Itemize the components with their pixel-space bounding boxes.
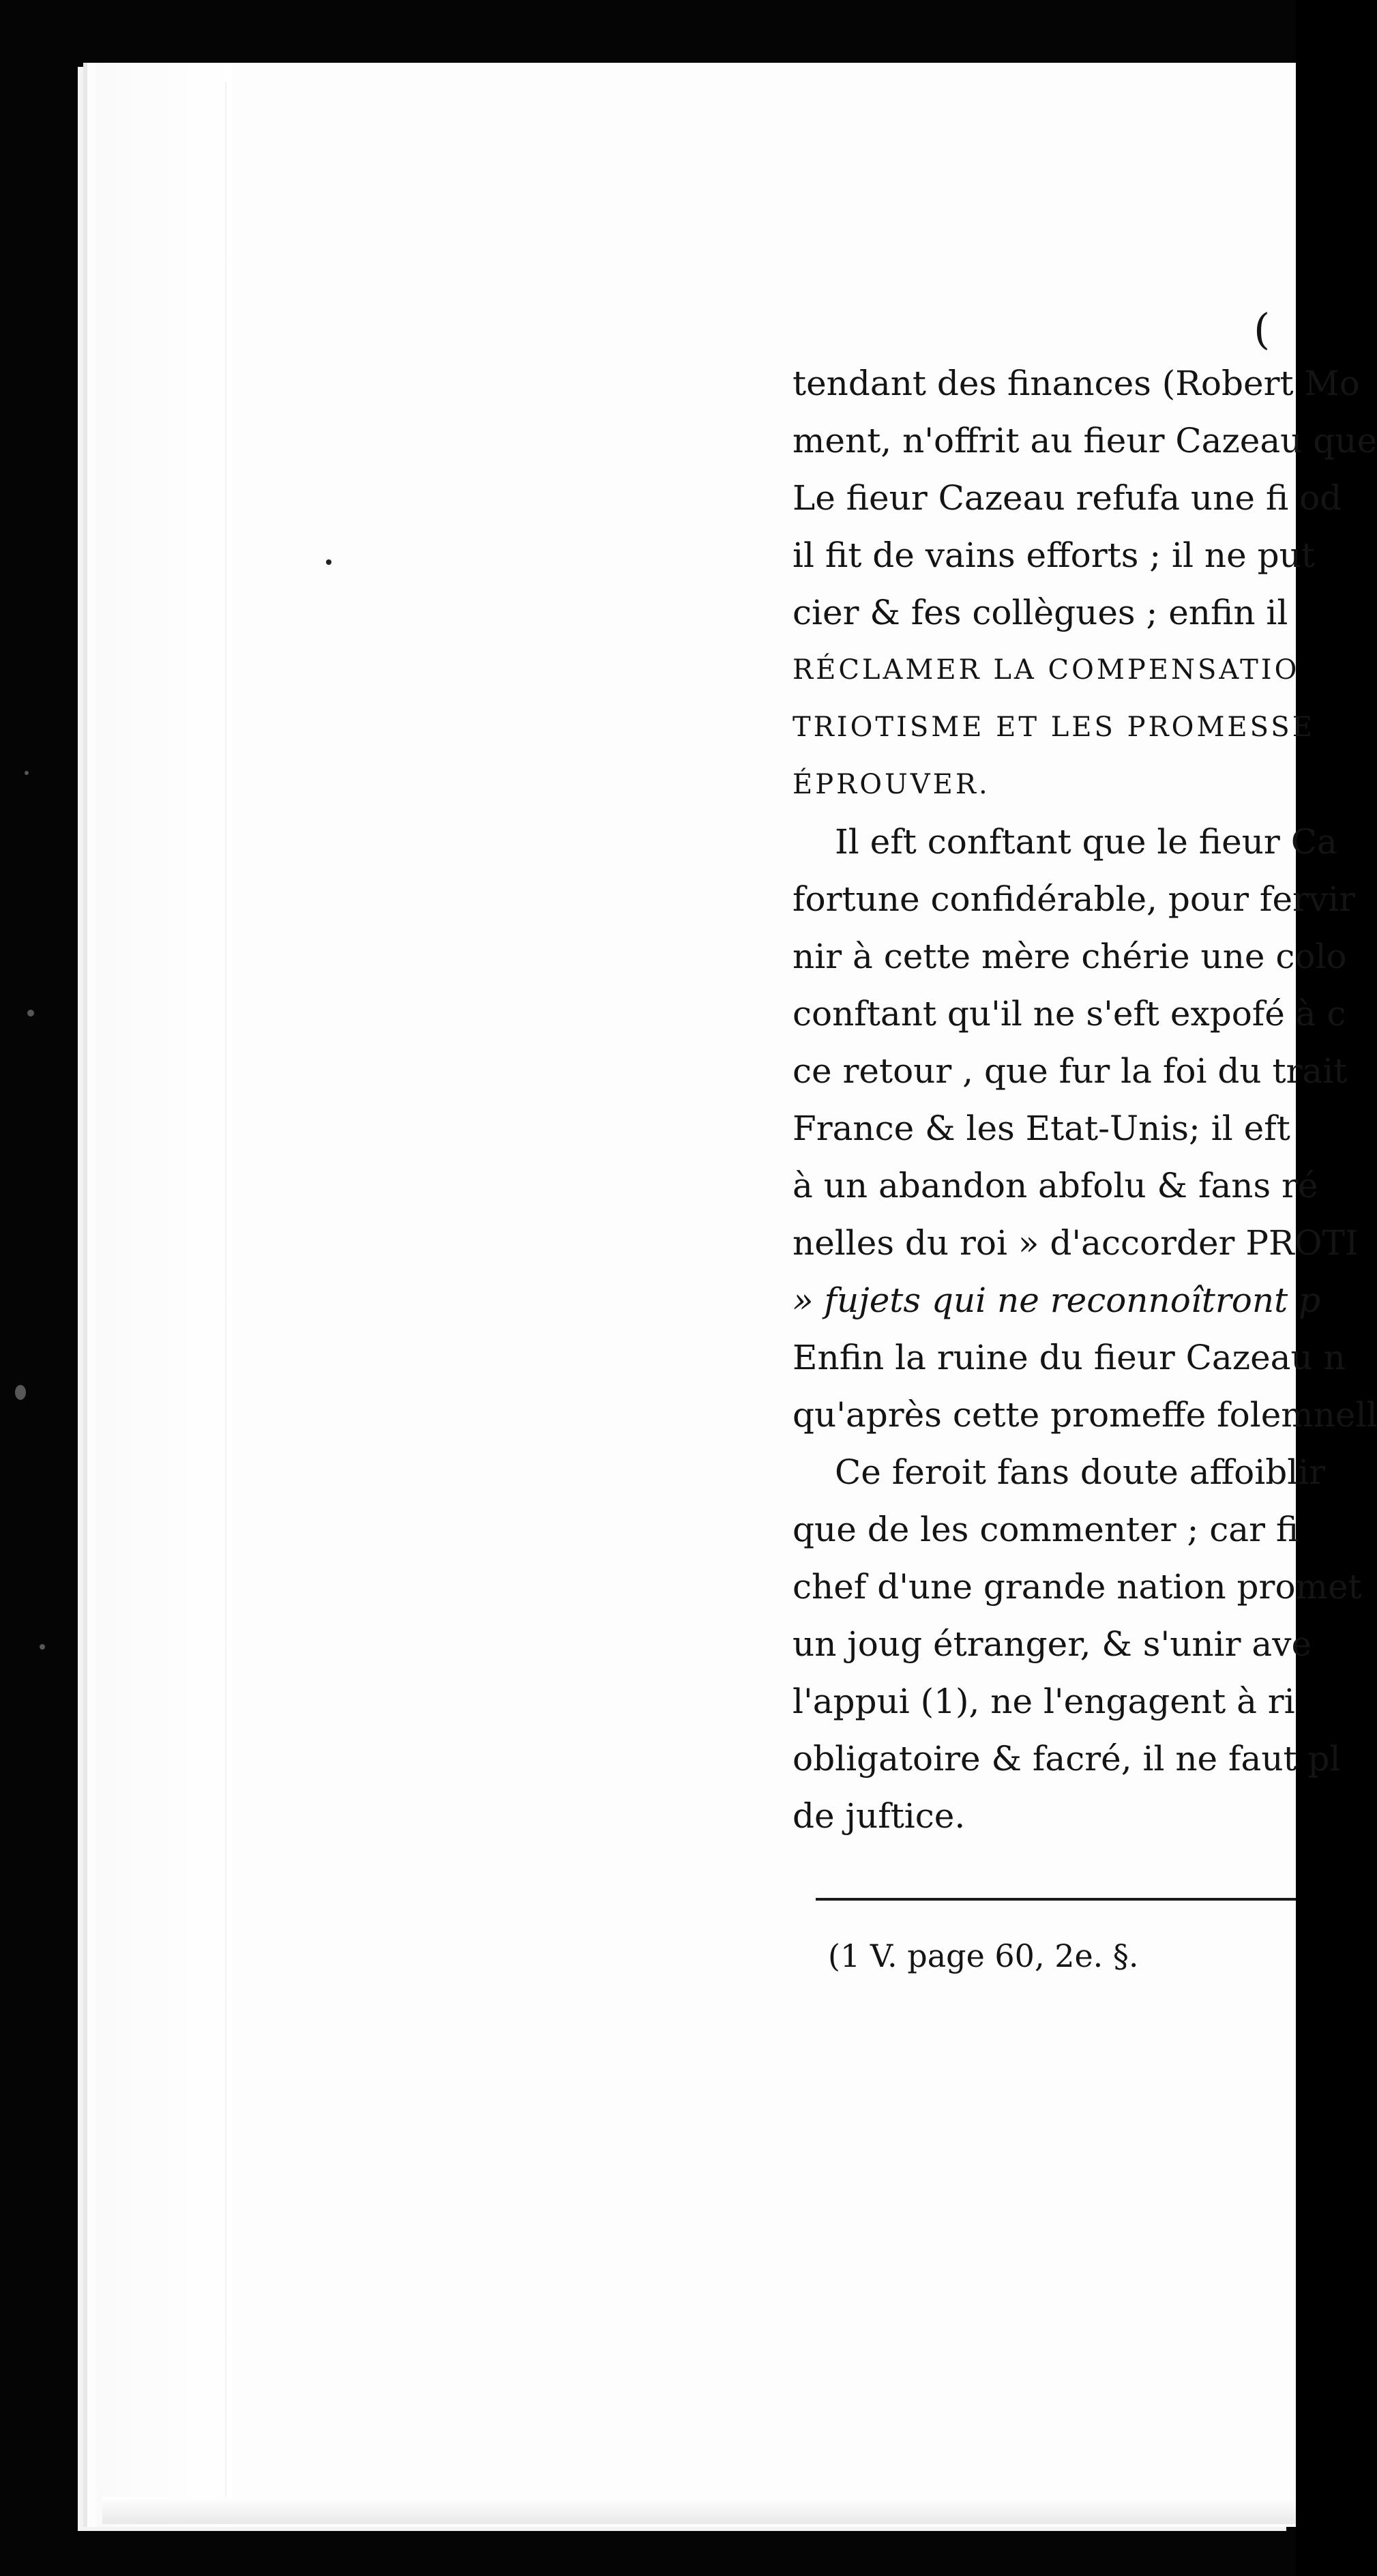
body-text — [793, 355, 1377, 1845]
text-line: un joug étranger, & s'unir ave — [793, 1624, 1312, 1664]
page-bottom-edge — [102, 2497, 1296, 2524]
text-line-caps: ÉPROUVER. — [793, 769, 990, 800]
footnote-text: (1 V. page 60, 2e. §. — [828, 1937, 1139, 1974]
text-line: obligatoire & facré, il ne faut pl — [793, 1739, 1341, 1779]
text-line: l'appui (1), ne l'engagent à ri — [793, 1682, 1295, 1721]
text-line: tendant des finances (Robert Mo — [793, 364, 1360, 403]
text-line: chef d'une grande nation promet — [793, 1567, 1362, 1607]
text-line: fortune confidérable, pour fervir — [793, 879, 1356, 919]
text-line: cier & fes collègues ; enfin il — [793, 593, 1288, 632]
text-line-italic: » fujets qui ne reconnoîtront p — [793, 1280, 1321, 1320]
dust-speck — [27, 1010, 34, 1016]
page-header-parenthesis: ( — [1254, 304, 1271, 354]
text-line: que de les commenter ; car fi — [793, 1510, 1299, 1549]
text-line: il fit de vains efforts ; il ne put — [793, 536, 1315, 575]
page-fold-line — [225, 82, 226, 2497]
text-line: France & les Etat-Unis; il eft — [793, 1109, 1290, 1148]
text-line-mixed: nelles du roi » d'accorder PROTI — [793, 1223, 1359, 1263]
dust-speck — [15, 1385, 26, 1400]
text-line: Enfin la ruine du fieur Cazeau n — [793, 1338, 1346, 1377]
text-line: qu'après cette promeffe folemnell — [793, 1395, 1377, 1435]
paragraph-start-line: Il eft conftant que le fieur Ca — [835, 822, 1337, 862]
text-line: à un abandon abfolu & fans ré — [793, 1166, 1318, 1205]
text-line: de juftice. — [793, 1796, 966, 1836]
text-line: ment, n'offrit au fieur Cazeau que — [793, 421, 1377, 460]
ink-speck — [326, 559, 331, 565]
footnote-divider — [816, 1898, 1296, 1901]
dust-speck — [25, 771, 29, 775]
page-margin-shading — [95, 63, 232, 2527]
text-line-caps: TRIOTISME ET LES PROMESSE — [793, 712, 1315, 743]
dust-speck — [40, 1644, 45, 1650]
paragraph-start-line: Ce feroit fans doute affoiblir — [835, 1452, 1326, 1492]
text-line: Le fieur Cazeau refufa une fi od — [793, 478, 1342, 518]
text-line: ce retour , que fur la foi du trait — [793, 1051, 1348, 1091]
text-line: conftant qu'il ne s'eft expofé à c — [793, 994, 1346, 1034]
text-line-caps: RÉCLAMER LA COMPENSATIO — [793, 654, 1300, 686]
text-line: nir à cette mère chérie une colo — [793, 937, 1347, 976]
